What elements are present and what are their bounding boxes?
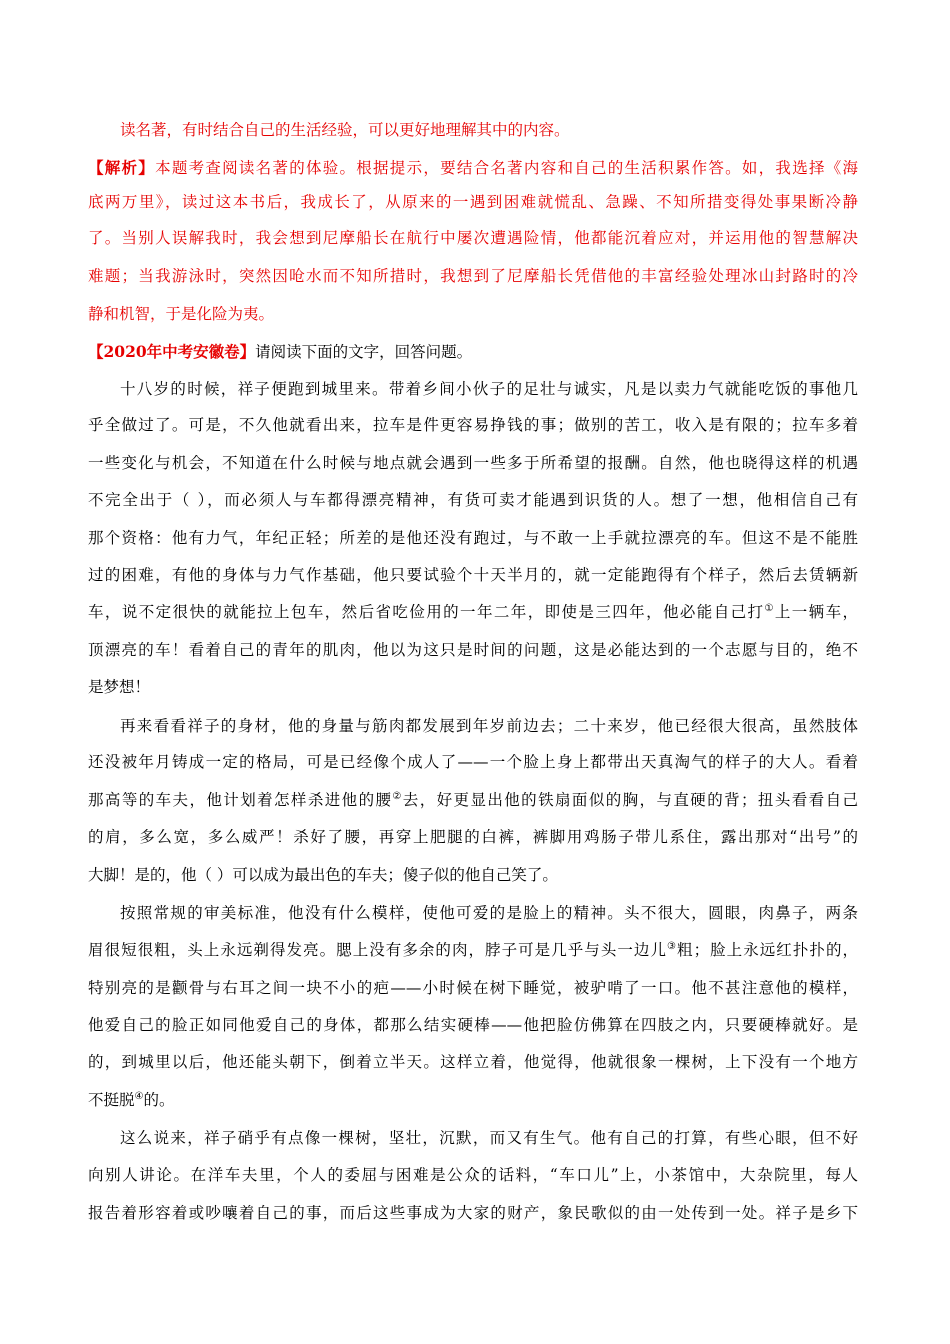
passage-line: 一些变化与机会，不知道在什么时候与地点就会遇到一些多于所希望的报酬。自然，他也晓得这样的机遇 — [88, 454, 858, 472]
passage-text: 不挺脱 — [88, 1091, 135, 1109]
passage-text: 眉很短很粗，头上永远剃得发亮。腮上没有多余的肉，脖子可是几乎与头一边儿 — [88, 941, 668, 959]
passage-line: 再来看看祥子的身材，他的身量与筋肉都发展到年岁前边去；二十来岁，他已经很大很高，虽然肢体 — [120, 717, 858, 735]
passage-line: 的，到城里以后，他还能头朝下，倒着立半天。这样立着，他觉得，他就很象一棵树，上下没有一个地方 — [88, 1053, 858, 1071]
passage-text: 车，说不定很快的就能拉上包车，然后省吃俭用的一年二年，即使是三四年，他必能自己打 — [88, 603, 765, 621]
passage-line: 向别人讲论。在洋车夫里，个人的委屈与困难是公众的话料，“车口儿”上，小茶馆中，大杂院里，每人 — [88, 1166, 858, 1184]
analysis-line: 静和机智，于是化险为夷。 — [88, 305, 275, 323]
footnote-marker: ③ — [667, 940, 678, 952]
analysis-line: 了。当别人误解我时，我会想到尼摩船长在航行中屡次遭遇险情，他都能沉着应对，并运用他的智慧解决 — [88, 229, 858, 247]
exam-source-tag: 【2020年中考安徽卷】 — [88, 342, 256, 361]
analysis-line: 底两万里》，读过这本书后，我成长了，从原来的一遇到困难就慌乱、急躁、不知所措变得处事果断冷静 — [88, 193, 858, 211]
passage-line: 顶漂亮的车！看着自己的青年的肌肉，他以为这只是时间的问题，这是必能达到的一个志愿与目的，绝不 — [88, 641, 858, 659]
passage-line: 特别亮的是颧骨与右耳之间一块不小的疤——小时候在树下睡觉，被驴啃了一口。他不甚注意他的模样， — [88, 979, 858, 997]
passage-line — [88, 1089, 858, 1111]
passage-line — [88, 939, 858, 961]
question-header — [88, 341, 858, 363]
passage-text: 粗；脸上永远红扑扑的， — [677, 941, 858, 959]
passage-line: 的肩，多么宽，多么威严！杀好了腰，再穿上肥腿的白裤，裤脚用鸡肠子带儿系住，露出那对“出号”的 — [88, 828, 858, 846]
passage-line: 那个资格：他有力气，年纪正轻；所差的是他还没有跑过，与不敢一上手就拉漂亮的车。但这不是不能胜 — [88, 529, 858, 547]
analysis-text: 本题考查阅读名著的体验。根据提示，要结合名著内容和自己的生活积累作答。如，我选择《海 — [155, 159, 858, 177]
passage-line — [88, 789, 858, 811]
analysis-line — [88, 157, 858, 179]
passage-line: 还没被年月铸成一定的格局，可是已经像个成人了——一个脸上身上都带出天真淘气的样子的大人。看着 — [88, 753, 858, 771]
passage-line: 过的困难，有他的身体与力气作基础，他只要试验个十天半月的，就一定能跑得有个样子，然后去赁辆新 — [88, 566, 858, 584]
analysis-line: 难题；当我游泳时，突然因呛水而不知所措时，我想到了尼摩船长凭借他的丰富经验处理冰山封路时的冷 — [88, 267, 858, 285]
passage-line: 十八岁的时候，祥子便跑到城里来。带着乡间小伙子的足壮与诚实，凡是以卖力气就能吃饭的事他几 — [120, 380, 858, 398]
passage-text: 的。 — [143, 1091, 175, 1109]
passage-text: 去，好更显出他的铁扇面似的胸，与直硬的背；扭头看看自己 — [402, 791, 858, 809]
footnote-marker: ① — [764, 602, 775, 614]
passage-line: 按照常规的审美标准，他没有什么模样，使他可爱的是脸上的精神。头不很大，圆眼，肉鼻子，两条 — [120, 904, 858, 922]
answer-text: 读名著，有时结合自己的生活经验，可以更好地理解其中的内容。 — [120, 121, 570, 139]
passage-line — [88, 601, 858, 623]
footnote-marker: ② — [392, 790, 403, 802]
analysis-tag: 【解析】 — [88, 158, 156, 177]
passage-text: 那高等的车夫，他计划着怎样杀进他的腰 — [88, 791, 393, 809]
passage-line: 这么说来，祥子硝乎有点像一棵树，坚壮，沉默，而又有生气。他有自己的打算，有些心眼，但不好 — [120, 1129, 858, 1147]
passage-line: 乎全做过了。可是，不久他就看出来，拉车是件更容易挣钱的事；做别的苦工，收入是有限的；拉车多着 — [88, 416, 858, 434]
passage-line: 他爱自己的脸正如同他爱自己的身体，都那么结实硬棒——他把脸仿佛算在四肢之内，只要硬棒就好。是 — [88, 1016, 858, 1034]
passage-line: 是梦想！ — [88, 678, 151, 696]
footnote-marker: ④ — [134, 1090, 144, 1102]
passage-line: 大脚！是的，他（ ）可以成为最出色的车夫；傻子似的他自己笑了。 — [88, 866, 558, 884]
question-prompt: 请阅读下面的文字，回答问题。 — [255, 343, 473, 361]
passage-line: 不完全出于（ ），而必须人与车都得漂亮精神，有货可卖才能遇到识货的人。想了一想，他相信自己有 — [88, 491, 858, 509]
passage-line: 报告着形容着或吵嚷着自己的事，而后这些事成为大家的财产，象民歌似的由一处传到一处。祥子是乡下 — [88, 1204, 858, 1222]
passage-text: 上一辆车， — [774, 603, 858, 621]
